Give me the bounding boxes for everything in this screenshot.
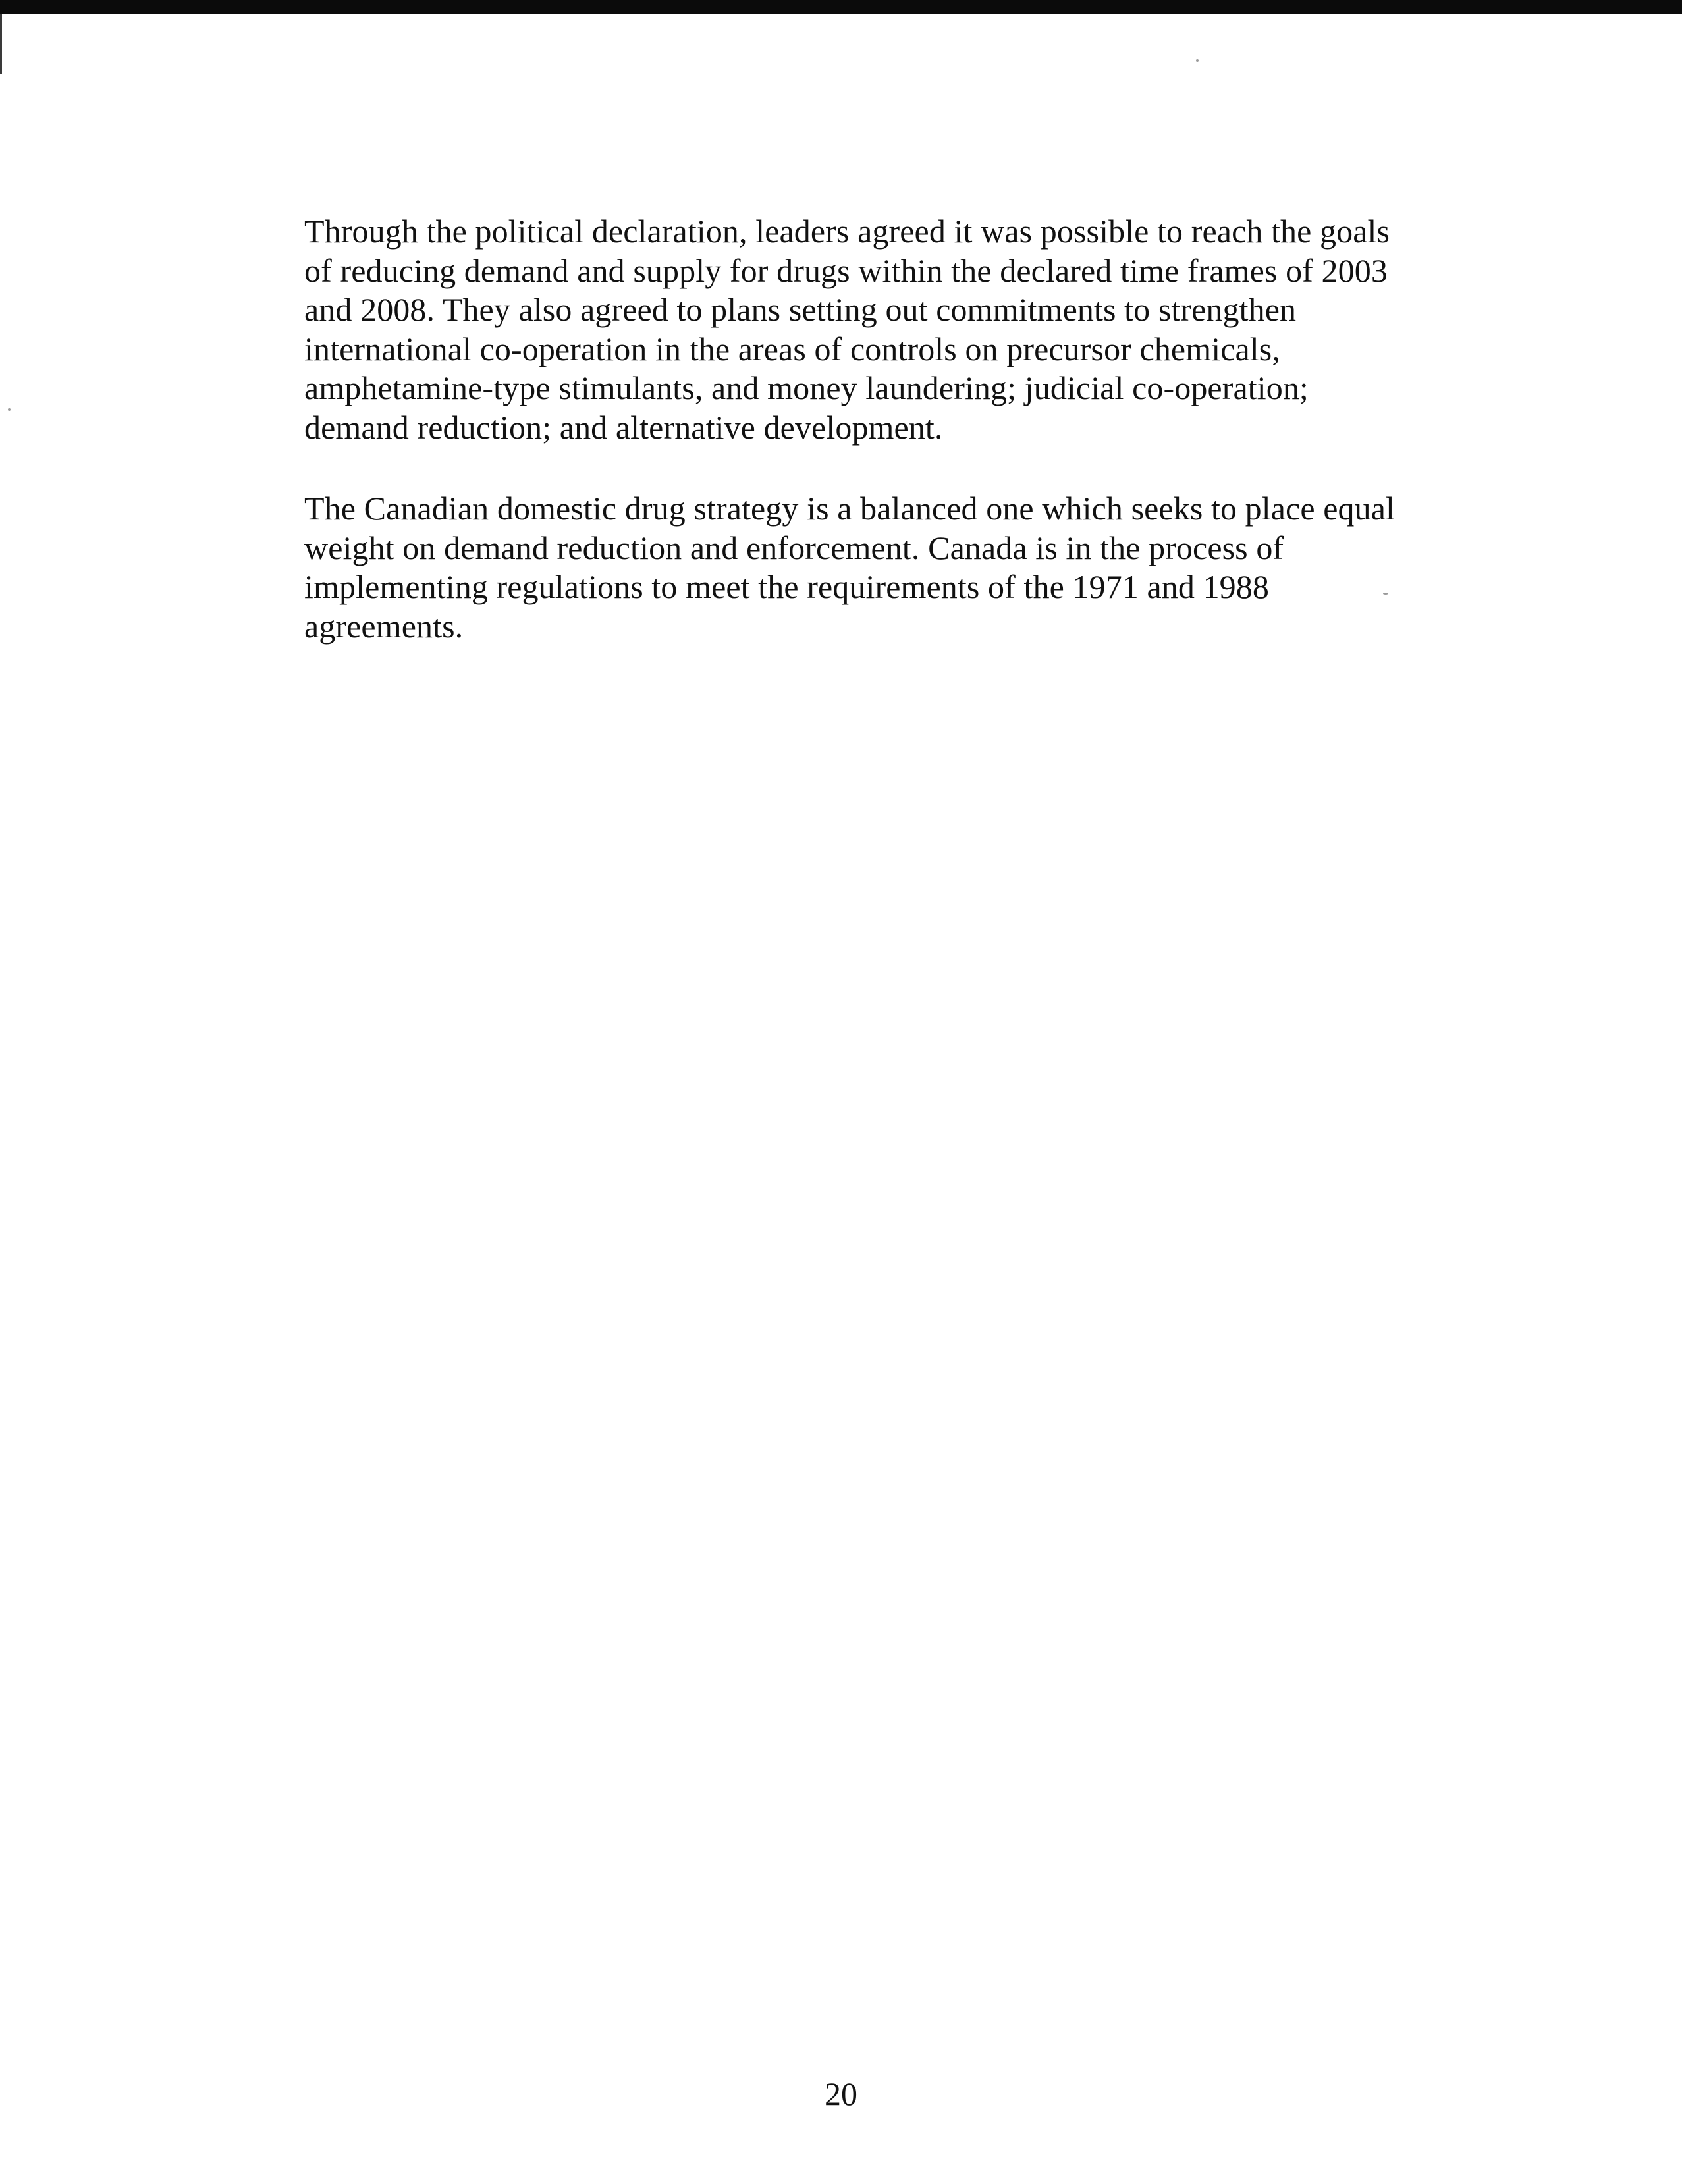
scan-speck (8, 408, 11, 411)
page-number: 20 (825, 2075, 857, 2112)
scan-border-left (0, 14, 2, 74)
scan-border-top (0, 0, 1682, 14)
paragraph-political-declaration: Through the political declaration, leaders agreed it was possible to reach the goals of reducing demand and supply for drugs within the declared time frames of 2003 and 2008. They also agreed to plans setting out commitments to strengthen international co-operation in the areas of controls on precursor chemicals, amphetamine-type stimulants, and money laundering; judicial co-operation; demand reduction; and alternative development. (304, 213, 1390, 446)
document-body (304, 212, 1397, 646)
paragraph-canadian-strategy: The Canadian domestic drug strategy is a balanced one which seeks to place equal weight on demand reduction and enforcement. Canada is in the process of implementing regulations to meet the requirements of the 1971 and 1988 agreements. (304, 490, 1396, 645)
scan-speck (1196, 59, 1199, 62)
